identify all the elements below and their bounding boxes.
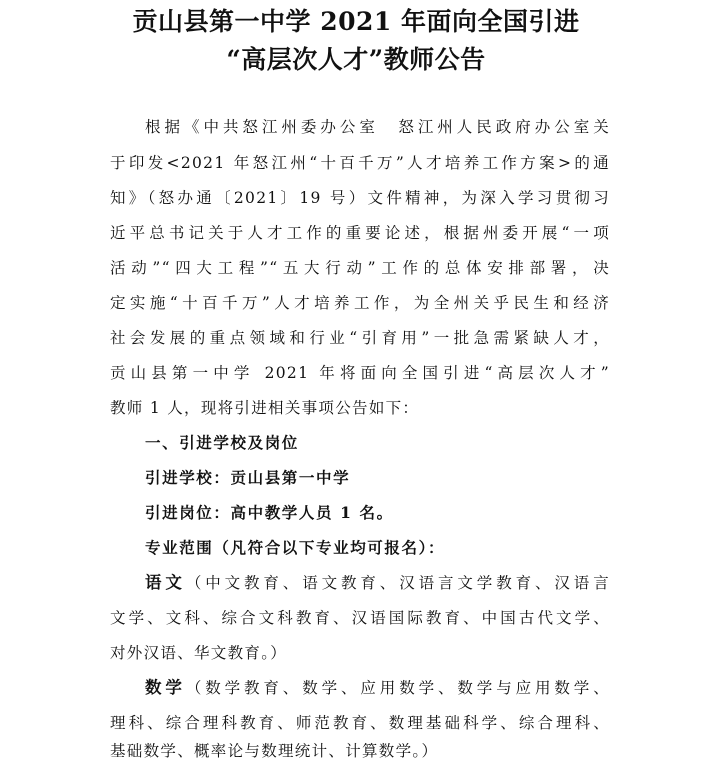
chinese-majors-line-1 [145,572,610,594]
chinese-majors-text: （中文教育、语文教育、汉语言文学教育、汉语言 [185,574,610,592]
intro-line: 于印发<2021 年怒江州“十百千万”人才培养工作方案>的通 [110,154,610,172]
math-majors-line-2: 理科、综合理科教育、师范教育、数理基础科学、综合理科、 [110,714,610,732]
math-majors-line-1 [145,677,610,699]
majors-heading: 专业范围（凡符合以下专业均可报名）： [145,538,446,557]
intro-line: 贡山县第一中学 2021 年将面向全国引进“高层次人才” [110,364,610,382]
chinese-majors-line-3: 对外汉语、华文教育。） [110,644,288,662]
intro-line: 教师 1 人，现将引进相关事项公告如下： [110,399,420,417]
chinese-label: 语文 [145,573,186,592]
document-title-line-2: “高层次人才”教师公告 [226,45,486,74]
chinese-majors-line-2: 文学、文科、综合文科教育、汉语国际教育、中国古代文学、 [110,609,610,627]
intro-line: 近平总书记关于人才工作的重要论述，根据州委开展“一项 [110,224,610,242]
math-label: 数学 [145,678,186,697]
math-majors-text: （数学教育、数学、应用数学、数学与应用数学、 [185,679,610,697]
section-heading: 一、引进学校及岗位 [145,433,299,452]
intro-line: 根据《中共怒江州委办公室 怒江州人民政府办公室关 [145,118,610,136]
intro-line: 社会发展的重点领域和行业“引育用”一批急需紧缺人才， [110,329,610,347]
school-line: 引进学校：贡山县第一中学 [145,468,351,487]
post-line: 引进岗位：高中教学人员 1 名。 [145,503,394,522]
document-title-line-1: 贡山县第一中学 2021 年面向全国引进 [132,7,580,36]
intro-line: 知》（怒办通〔2021〕19 号）文件精神，为深入学习贯彻习 [110,189,610,207]
intro-line: 定实施“十百千万”人才培养工作，为全州关乎民生和经济 [110,294,610,312]
intro-line: 活动”“四大工程”“五大行动”工作的总体安排部署，决 [110,259,610,277]
math-majors-line-3: 基础数学、概率论与数理统计、计算数学。） [110,742,439,760]
